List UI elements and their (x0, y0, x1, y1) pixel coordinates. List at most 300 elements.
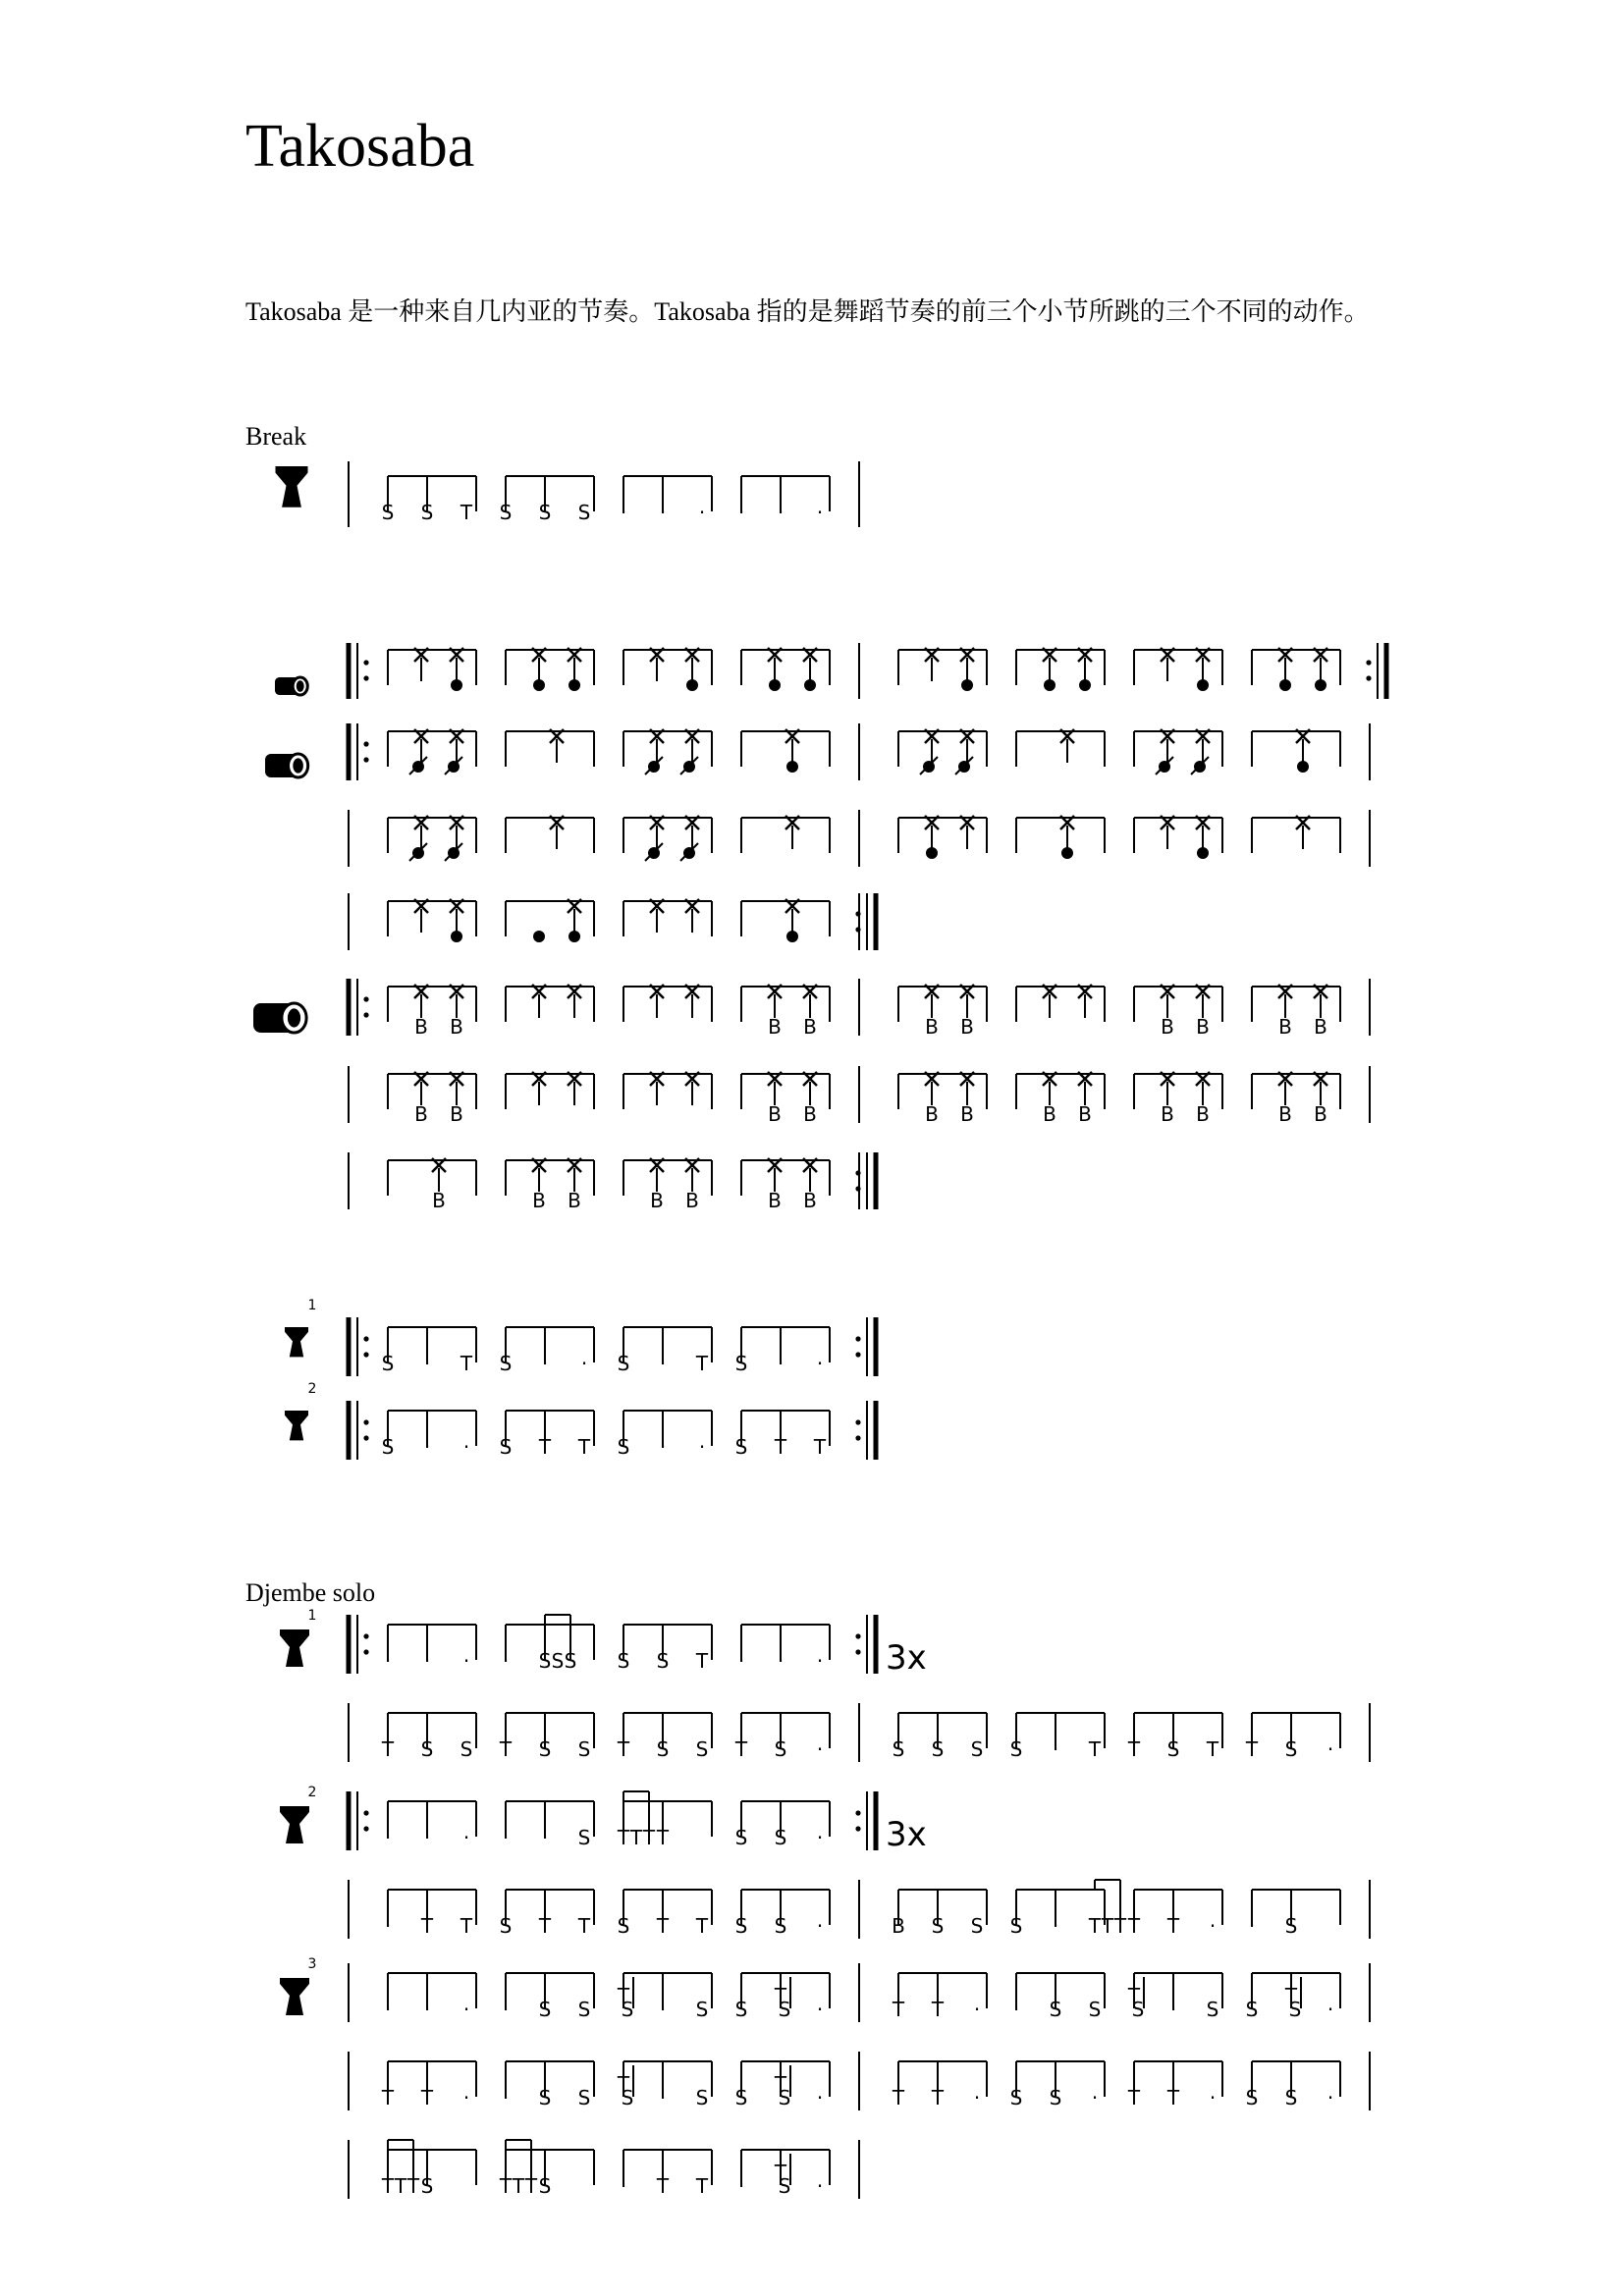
stroke-label: T (420, 2086, 434, 2109)
open-note-dot (1197, 847, 1209, 859)
stroke-label: S (551, 1649, 565, 1673)
stroke-label: · (620, 501, 627, 524)
stroke-label: · (1169, 1998, 1177, 2021)
stroke-label: T (1088, 1914, 1102, 1938)
open-note-dot (786, 931, 798, 942)
bass-label: B (803, 1189, 817, 1212)
stroke-label: · (816, 1998, 824, 2021)
stroke-label: · (502, 1998, 510, 2021)
stroke-label: S (734, 1352, 748, 1375)
beat-group (623, 729, 712, 774)
stroke-label: S (499, 1352, 513, 1375)
beat-group (500, 1411, 594, 1459)
stroke-label: S (538, 1649, 552, 1673)
beat-group (1246, 2061, 1340, 2109)
stroke-label: · (1091, 2086, 1099, 2109)
beat-group (1127, 1713, 1222, 1761)
stroke-label: T (538, 1435, 552, 1459)
repeat-count: 3x (886, 1638, 927, 1678)
stroke-label: S (1009, 1737, 1023, 1761)
stroke-label: S (538, 501, 552, 524)
stroke-label: T (734, 1737, 748, 1761)
stroke-label: · (973, 2086, 981, 2109)
stroke-label: · (973, 1998, 981, 2021)
stroke-label: S (499, 501, 513, 524)
stroke-label: · (659, 1435, 667, 1459)
beat-group (381, 2140, 476, 2198)
beat-group (898, 648, 987, 691)
stroke-label: T (406, 2174, 420, 2198)
beat-group (1016, 985, 1105, 1022)
open-note-dot (786, 761, 798, 773)
stroke-label: S (1245, 2086, 1259, 2109)
stroke-label: S (734, 1826, 748, 1849)
bass-label: B (1196, 1102, 1210, 1126)
beat-group (506, 648, 594, 691)
beat-group (623, 816, 712, 861)
stroke-label: S (970, 1737, 984, 1761)
bass-label: B (1043, 1102, 1056, 1126)
stroke-label: S (577, 2086, 591, 2109)
repeat-dot (855, 1170, 860, 1175)
beat-group (1016, 816, 1105, 859)
beat-group (1134, 648, 1222, 691)
beat-group (1252, 729, 1340, 773)
open-note-dot (568, 679, 580, 691)
stroke-label: S (577, 501, 591, 524)
stroke-label: T (931, 2086, 945, 2109)
repeat-dot (855, 1633, 860, 1638)
beat-group (617, 2061, 712, 2109)
beat-group (618, 1890, 712, 1938)
stroke-label: S (577, 1998, 591, 2021)
beat-group (621, 476, 712, 524)
beat-group (388, 1158, 476, 1212)
bass-label: B (768, 1015, 782, 1039)
beat-group (735, 1801, 830, 1849)
stroke-label: · (462, 1998, 470, 2021)
stroke-label: S (931, 1737, 945, 1761)
stroke-label: T (656, 2174, 670, 2198)
stroke-label: T (394, 2174, 407, 2198)
beat-group (735, 2061, 830, 2109)
stroke-label: T (656, 1914, 670, 1938)
beat-group (1016, 729, 1105, 767)
stroke-label: B (892, 1914, 905, 1938)
djembe-icon (280, 1978, 309, 2015)
djembe-icon (285, 1411, 308, 1440)
rhythm-description: Takosaba 是一种来自几内亚的节奏。Takosaba 指的是舞蹈节奏的前三个小节所跳的三个不同的动作。 (245, 297, 1370, 326)
stroke-label: S (695, 2086, 709, 2109)
beat-group (898, 985, 987, 1039)
beat-group (741, 816, 830, 853)
beat-group (381, 2061, 476, 2109)
beat-group (499, 2140, 594, 2198)
bass-label: B (414, 1015, 428, 1039)
stroke-label: · (1326, 1737, 1334, 1761)
beat-group (617, 1791, 712, 1849)
beat-group (734, 1713, 830, 1761)
section-label-djembe-solo: Djembe solo (245, 1578, 376, 1607)
beat-group (741, 1158, 830, 1212)
beat-group (385, 1625, 476, 1673)
beat-group (735, 1890, 830, 1938)
stroke-label: · (659, 1352, 667, 1375)
stroke-label: T (695, 1649, 709, 1673)
stroke-label: S (1245, 1998, 1259, 2021)
stroke-label: T (813, 1435, 827, 1459)
bass-label: B (803, 1102, 817, 1126)
stroke-label: T (656, 1826, 670, 1849)
repeat-dot (855, 1649, 860, 1654)
stroke-label: T (931, 1998, 945, 2021)
stroke-label: T (1127, 1914, 1141, 1938)
beat-group (735, 1411, 830, 1459)
flam-grace: T (617, 1984, 630, 2007)
bass-label: B (768, 1189, 782, 1212)
stroke-label: T (460, 501, 473, 524)
beat-group (1249, 1890, 1340, 1938)
beat-group (385, 1890, 476, 1938)
stroke-label: T (1206, 1737, 1219, 1761)
stroke-label: T (892, 1998, 905, 2021)
repeat-dot (363, 1649, 368, 1654)
stroke-label: S (621, 1998, 634, 2021)
beat-group (500, 1327, 594, 1375)
beat-group (1252, 985, 1340, 1039)
stroke-label: T (1113, 1914, 1127, 1938)
dundunba-icon (253, 1003, 306, 1033)
bass-label: B (568, 1189, 581, 1212)
bass-label: B (1161, 1102, 1174, 1126)
beat-group (618, 1327, 712, 1375)
beat-group (623, 899, 712, 936)
repeat-dot (363, 996, 368, 1001)
stroke-label: · (1326, 1998, 1334, 2021)
stroke-label: · (777, 1649, 785, 1673)
beat-group (506, 985, 594, 1022)
open-note-dot (533, 679, 545, 691)
bass-label: B (925, 1015, 939, 1039)
repeat-dot (363, 675, 368, 680)
stroke-label: T (381, 1737, 395, 1761)
stroke-label: S (499, 1435, 513, 1459)
stroke-label: · (816, 501, 824, 524)
stroke-label: S (774, 1737, 787, 1761)
stroke-label: T (460, 1914, 473, 1938)
stroke-label: · (1209, 2086, 1217, 2109)
djembe-icon-shape (285, 1327, 308, 1357)
beat-group (388, 899, 476, 942)
beat-group (385, 1973, 476, 2021)
stroke-label: S (892, 1737, 905, 1761)
stroke-label: T (695, 1914, 709, 1938)
beat-group (506, 816, 594, 853)
stroke-label: · (502, 1649, 510, 1673)
stroke-label: · (462, 1649, 470, 1673)
stroke-label: S (1009, 2086, 1023, 2109)
stroke-label: S (970, 1914, 984, 1938)
stroke-label: S (778, 2174, 791, 2198)
stroke-label: T (1166, 2086, 1180, 2109)
stroke-label: · (502, 1826, 510, 1849)
beat-group (898, 729, 987, 774)
djembe-icon-shape (280, 1629, 309, 1667)
stroke-label: S (420, 2174, 434, 2198)
beat-group (623, 1158, 712, 1212)
bass-label: B (925, 1102, 939, 1126)
stroke-label: S (778, 2086, 791, 2109)
bass-label: B (768, 1102, 782, 1126)
stroke-label: T (577, 1914, 591, 1938)
beat-group (506, 729, 594, 767)
bass-label: B (685, 1189, 699, 1212)
stroke-label: T (695, 1352, 709, 1375)
stroke-label: S (621, 2086, 634, 2109)
stroke-label: S (381, 501, 395, 524)
part-index: 1 (307, 1608, 317, 1624)
beat-group (1010, 2061, 1105, 2109)
open-note-dot (451, 679, 462, 691)
repeat-dot (1366, 675, 1371, 680)
repeat-dot (363, 1419, 368, 1424)
stroke-label: · (423, 1649, 431, 1673)
bass-label: B (1314, 1015, 1327, 1039)
beat-group (617, 1973, 712, 2021)
open-note-dot (686, 679, 698, 691)
stroke-label: S (617, 1649, 630, 1673)
djembe-icon (280, 1629, 309, 1667)
stroke-label: T (892, 2086, 905, 2109)
part-index: 2 (307, 1381, 317, 1397)
stroke-label: T (1127, 2086, 1141, 2109)
stroke-label: · (384, 1998, 392, 2021)
stroke-label: S (734, 1435, 748, 1459)
flam-grace: T (774, 2072, 787, 2096)
flam-grace: T (1284, 1984, 1298, 2007)
beat-group (1134, 729, 1222, 774)
stroke-label: S (577, 1826, 591, 1849)
bass-label: B (960, 1102, 974, 1126)
stroke-label: · (1012, 1998, 1020, 2021)
flam-grace: T (617, 2072, 630, 2096)
open-note-dot (451, 931, 462, 942)
open-note-dot (1061, 847, 1073, 859)
stroke-label: S (381, 1435, 395, 1459)
beat-group (741, 648, 830, 691)
stroke-label: S (617, 1352, 630, 1375)
open-note-dot (1315, 679, 1326, 691)
repeat-dot (363, 1633, 368, 1638)
beat-group (1252, 648, 1340, 691)
stroke-label: · (384, 1826, 392, 1849)
stroke-label: · (384, 1649, 392, 1673)
open-note-dot (1197, 679, 1209, 691)
stroke-label: T (524, 2174, 538, 2198)
beat-group (506, 1158, 594, 1212)
stroke-label: S (734, 1998, 748, 2021)
part-index: 1 (307, 1298, 317, 1313)
stroke-label: S (774, 1914, 787, 1938)
beat-group (893, 1713, 987, 1761)
sangban-icon-center (293, 758, 303, 773)
djembe-icon-shape (280, 1806, 309, 1843)
stroke-label: S (420, 501, 434, 524)
beat-group (1245, 1713, 1340, 1761)
stroke-label: S (564, 1649, 577, 1673)
beat-group (617, 1713, 712, 1761)
beat-group (741, 729, 830, 773)
beat-group (388, 729, 476, 774)
repeat-dot (363, 1435, 368, 1440)
stroke-label: S (1284, 2086, 1298, 2109)
stroke-label: S (1049, 2086, 1062, 2109)
stroke-label: T (577, 1435, 591, 1459)
djembe-icon (285, 1327, 308, 1357)
stroke-label: S (1284, 1737, 1298, 1761)
stroke-label: S (538, 1737, 552, 1761)
bass-label: B (532, 1189, 546, 1212)
stroke-label: S (1206, 1998, 1219, 2021)
beat-group (1252, 1072, 1340, 1126)
repeat-dot (363, 757, 368, 762)
beat-group (621, 2150, 712, 2198)
stroke-label: S (931, 1914, 945, 1938)
stroke-label: T (499, 1737, 513, 1761)
stroke-label: S (656, 1737, 670, 1761)
beat-group (1246, 1973, 1340, 2021)
beat-group (892, 2061, 987, 2109)
beat-group (388, 985, 476, 1039)
stroke-label: · (502, 2086, 510, 2109)
stroke-label: · (384, 1914, 392, 1938)
beat-group (506, 899, 594, 942)
stroke-label: S (1284, 1914, 1298, 1938)
bass-label: B (803, 1015, 817, 1039)
flam-grace: T (774, 1984, 787, 2007)
stroke-label: · (659, 1998, 667, 2021)
beat-group (735, 1973, 830, 2021)
beat-group (741, 985, 830, 1039)
stroke-label: T (460, 1352, 473, 1375)
stroke-label: S (778, 1998, 791, 2021)
stroke-label: · (816, 1649, 824, 1673)
repeat-dot (363, 1336, 368, 1341)
stroke-label: T (1088, 1737, 1102, 1761)
stroke-label: S (538, 1998, 552, 2021)
dundunba-icon-center (288, 1008, 300, 1027)
beat-group (898, 1072, 987, 1126)
beat-group (1252, 816, 1340, 853)
stroke-label: · (423, 1352, 431, 1375)
beat-group (892, 1973, 987, 2021)
stroke-label: S (381, 1352, 395, 1375)
stroke-label: S (1088, 1998, 1102, 2021)
repeat-dot (1366, 660, 1371, 665)
open-note-dot (804, 679, 816, 691)
stroke-label: S (1049, 1998, 1062, 2021)
stroke-label: S (1166, 1737, 1180, 1761)
stroke-label: S (577, 1737, 591, 1761)
bass-label: B (650, 1189, 664, 1212)
stroke-label: · (580, 1352, 588, 1375)
bass-label: B (414, 1102, 428, 1126)
stroke-label: T (420, 1914, 434, 1938)
stroke-label: · (659, 2086, 667, 2109)
open-note-dot (1079, 679, 1091, 691)
stroke-label: · (816, 2086, 824, 2109)
beat-group (1013, 1973, 1105, 2021)
flam-grace: T (1127, 1984, 1141, 2007)
beat-group (618, 1625, 712, 1673)
stroke-label: · (462, 2086, 470, 2109)
beat-group (388, 1072, 476, 1126)
repeat-dot (855, 1186, 860, 1191)
beat-group (503, 1801, 594, 1849)
stroke-label: · (816, 1352, 824, 1375)
stroke-label: S (460, 1737, 473, 1761)
beat-group (1127, 1973, 1222, 2021)
repeat-dot (363, 741, 368, 746)
sangban-icon (265, 754, 308, 777)
page-title: Takosaba (245, 113, 475, 180)
repeat-dot (855, 1826, 860, 1831)
stroke-label: S (695, 1998, 709, 2021)
beat-group (506, 1072, 594, 1109)
djembe-icon-shape (276, 466, 308, 507)
stroke-label: · (462, 1826, 470, 1849)
djembe-icon-shape (285, 1411, 308, 1440)
stroke-label: T (538, 1914, 552, 1938)
stroke-label: T (1245, 1737, 1259, 1761)
repeat-dot (363, 1352, 368, 1357)
stroke-label: T (1166, 1914, 1180, 1938)
stroke-label: S (499, 1914, 513, 1938)
repeat-dot (855, 1810, 860, 1815)
beat-group (741, 1072, 830, 1126)
beat-group (503, 1973, 594, 2021)
kenkeni-icon-center (297, 680, 304, 692)
repeat-dot (363, 660, 368, 665)
beat-group (738, 2150, 830, 2198)
flam-grace: T (774, 2161, 787, 2184)
beat-group (898, 816, 987, 859)
stroke-label: T (629, 1826, 643, 1849)
djembe-icon (276, 466, 308, 507)
repeat-dot (855, 911, 860, 916)
beat-group (1134, 816, 1222, 859)
stroke-label: T (1101, 1914, 1114, 1938)
open-note-dot (533, 931, 545, 942)
repeat-dot (855, 1419, 860, 1424)
beat-group (738, 476, 830, 524)
bass-label: B (1278, 1102, 1292, 1126)
beat-group (499, 1713, 594, 1761)
stroke-label: S (617, 1914, 630, 1938)
stroke-label: · (659, 501, 667, 524)
bass-label: B (1314, 1102, 1327, 1126)
repeat-dot (363, 1012, 368, 1017)
stroke-label: · (816, 1737, 824, 1761)
beat-group (500, 1890, 594, 1938)
stroke-label: T (381, 2174, 395, 2198)
stroke-label: · (1326, 2086, 1334, 2109)
beat-group (503, 1615, 594, 1673)
stroke-label: · (620, 2174, 627, 2198)
beat-group (741, 899, 830, 942)
stroke-label: T (499, 2174, 513, 2198)
beat-group (623, 1072, 712, 1109)
